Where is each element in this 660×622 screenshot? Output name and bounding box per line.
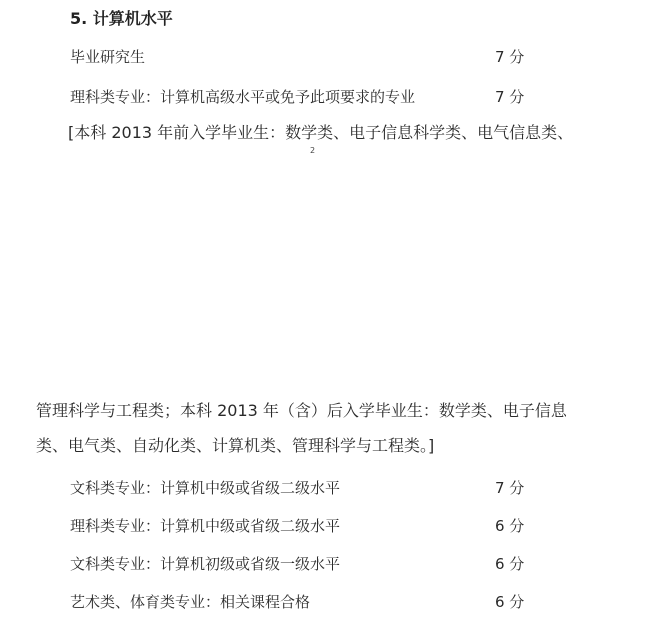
row-label-arts-basic: 文科类专业：计算机初级或省级一级水平: [70, 555, 341, 573]
row-label-art-sports: 艺术类、体育类专业：相关课程合格: [70, 593, 311, 611]
row-score-science-advanced: 7 分: [495, 88, 525, 106]
row-score-science-intermediate: 6 分: [495, 517, 525, 535]
row-label-science-intermediate: 理科类专业：计算机中级或省级二级水平: [70, 517, 341, 535]
section-heading: 5. 计算机水平: [70, 9, 173, 28]
row-label-science-advanced: 理科类专业：计算机高级水平或免予此项要求的专业: [70, 88, 416, 106]
row-score-art-sports: 6 分: [495, 593, 525, 611]
row-score-arts-intermediate: 7 分: [495, 479, 525, 497]
row-score-arts-basic: 6 分: [495, 555, 525, 573]
page1-last-line: [本科 2013 年前入学毕业生：数学类、电子信息科学类、电气信息类、: [68, 123, 574, 142]
row-label-arts-intermediate: 文科类专业：计算机中级或省级二级水平: [70, 479, 341, 497]
row-score-graduate: 7 分: [495, 48, 525, 66]
row-label-graduate: 毕业研究生: [70, 48, 146, 66]
page2-line-2: 类、电气类、自动化类、计算机类、管理科学与工程类。]: [36, 436, 435, 455]
page2-line-1: 管理科学与工程类；本科 2013 年（含）后入学毕业生：数学类、电子信息: [36, 401, 567, 420]
page-number: 2: [310, 146, 316, 155]
